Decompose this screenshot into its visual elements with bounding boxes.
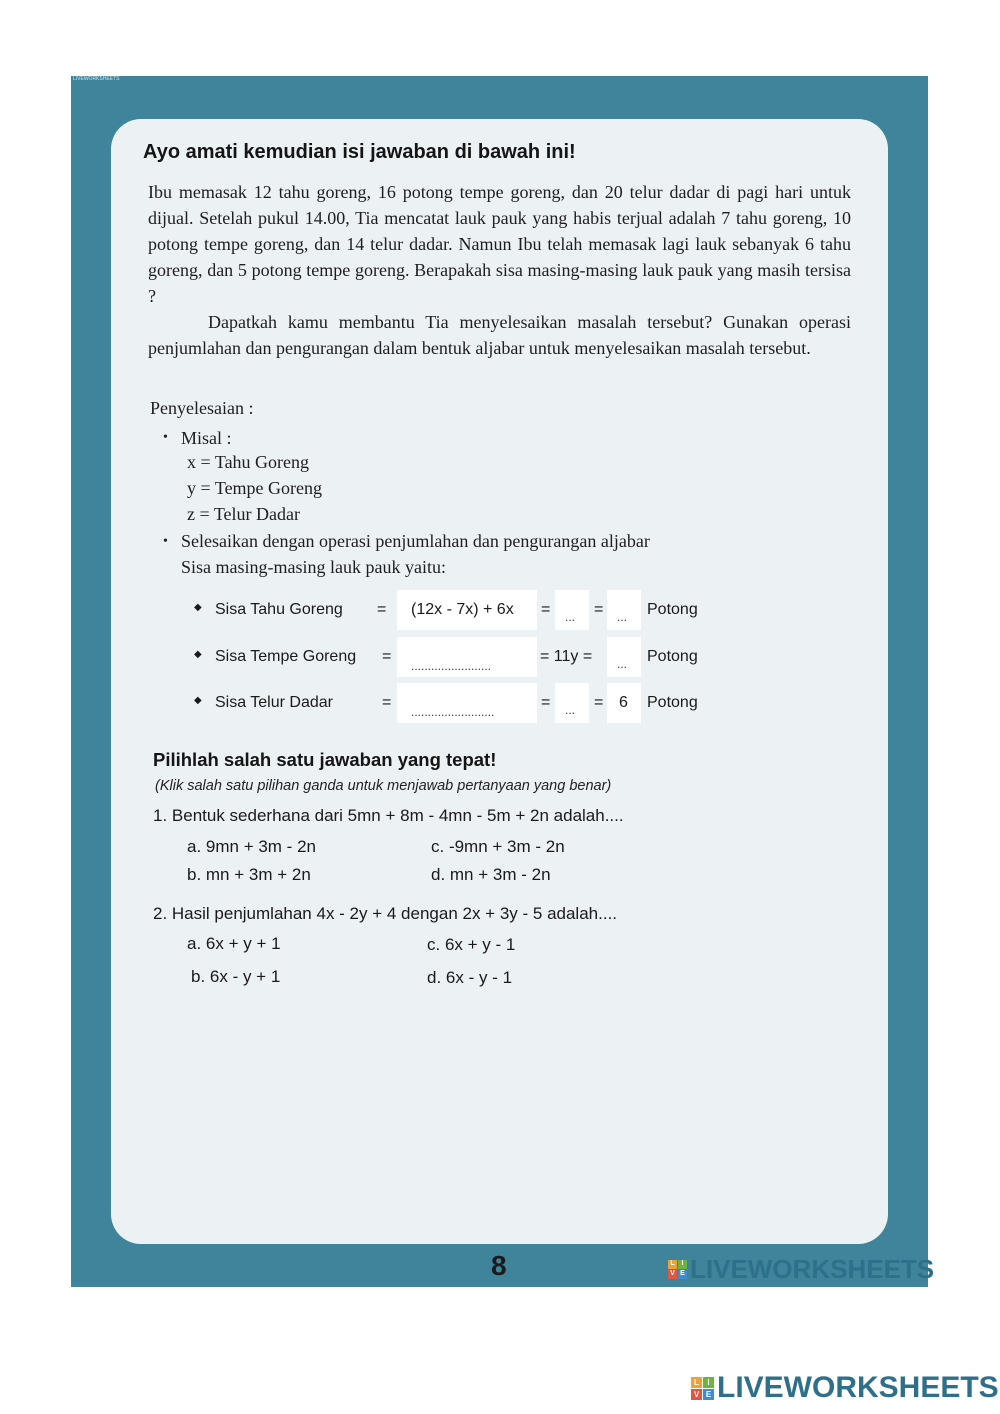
bullet-icon: • xyxy=(163,534,168,549)
answer-input-box[interactable]: ... xyxy=(555,683,589,723)
task-paragraph: Dapatkah kamu membantu Tia menyelesaikan masalah tersebut? Gunakan operasi penjumlahan dan pengurangan dalam bentuk aljabar untuk menyelesaikan masalah tersebut. xyxy=(148,312,851,358)
question-1: 1. Bentuk sederhana dari 5mn + 8m - 4mn - 5m + 2n adalah.... xyxy=(153,806,624,825)
variable-item: z = Telur Dadar xyxy=(187,504,301,524)
equals-sign: = xyxy=(382,694,392,711)
answer-input-box[interactable]: ... xyxy=(607,590,641,630)
variable-item: y = Tempe Goreng xyxy=(187,478,323,498)
diamond-bullet-icon: ◆ xyxy=(194,649,202,660)
q2-option-d[interactable]: d. 6x - y - 1 xyxy=(427,968,513,987)
liveworksheets-icon: L I V E xyxy=(691,1377,714,1400)
answer-input-box[interactable]: ........................ xyxy=(397,637,537,677)
liveworksheets-icon: L I V E xyxy=(668,1260,687,1279)
equation-text: = 11y = xyxy=(540,648,593,665)
equals-sign: = xyxy=(377,601,387,618)
brand-logo-footer: L I V E LIVEWORKSHEETS xyxy=(691,1371,999,1405)
q1-option-d[interactable]: d. mn + 3m - 2n xyxy=(431,865,551,884)
misal-label: Misal : xyxy=(181,428,232,448)
equals-sign: = xyxy=(594,694,604,711)
variable-item: x = Tahu Goreng xyxy=(187,452,310,472)
question-2: 2. Hasil penjumlahan 4x - 2y + 4 dengan 2x + 3y - 5 adalah.... xyxy=(153,904,618,923)
unit-label: Potong xyxy=(647,601,698,618)
brand-logo: L I V E LIVEWORKSHEETS xyxy=(668,1254,934,1285)
diamond-bullet-icon: ◆ xyxy=(194,695,202,706)
unit-label: Potong xyxy=(647,694,698,711)
problem-paragraph: Ibu memasak 12 tahu goreng, 16 potong tempe goreng, dan 20 telur dadar di pagi hari untuk dijual. Setelah pukul 14.00, Tia mencatat lauk pauk yang habis terjual adalah 7 tahu goreng, 10 potong tempe goreng, dan 14 telur dadar. Namun Ibu telah memasak lagi lauk sebanyak 6 tahu goreng, dan 5 potong tempe goreng. Berapakah sisa masing-masing lauk pauk yang masih tersisa ? xyxy=(148,182,851,306)
variable-list xyxy=(187,449,322,527)
q2-option-b[interactable]: b. 6x - y + 1 xyxy=(191,967,281,986)
diamond-bullet-icon: ◆ xyxy=(194,602,202,613)
equals-sign: = xyxy=(541,601,551,618)
row-label: Sisa Telur Dadar xyxy=(215,694,333,711)
instruction-line: Selesaikan dengan operasi penjumlahan dan pengurangan aljabar xyxy=(181,531,650,551)
equals-sign: = xyxy=(541,694,551,711)
answer-input-box[interactable]: ... xyxy=(607,637,641,677)
q1-option-a[interactable]: a. 9mn + 3m - 2n xyxy=(187,837,316,856)
expression-text: (12x - 7x) + 6x xyxy=(411,601,514,618)
instruction-line: Sisa masing-masing lauk pauk yaitu: xyxy=(181,557,446,577)
instructions xyxy=(181,528,650,580)
tiny-brand-logo: LIVEWORKSHEETS xyxy=(73,76,120,82)
answer-box-filled[interactable]: 6 xyxy=(607,683,641,723)
solution-label: Penyelesaian : xyxy=(150,398,254,418)
q2-option-c[interactable]: c. 6x + y - 1 xyxy=(427,935,516,954)
q2-option-a[interactable]: a. 6x + y + 1 xyxy=(187,934,281,953)
page-number: 8 xyxy=(491,1250,507,1281)
mc-title: Pilihlah salah satu jawaban yang tepat! xyxy=(153,749,497,770)
q1-option-b[interactable]: b. mn + 3m + 2n xyxy=(187,865,311,884)
worksheet-frame xyxy=(71,76,935,1287)
mc-hint: (Klik salah satu pilihan ganda untuk menjawab pertanyaan yang benar) xyxy=(155,778,612,794)
row-label: Sisa Tempe Goreng xyxy=(215,648,357,665)
answer-input-box[interactable]: ......................... xyxy=(397,683,537,723)
page-title: Ayo amati kemudian isi jawaban di bawah ini! xyxy=(143,141,576,163)
expression-box xyxy=(397,590,537,630)
equals-sign: = xyxy=(594,601,604,618)
unit-label: Potong xyxy=(647,648,698,665)
row-label: Sisa Tahu Goreng xyxy=(215,601,343,618)
bullet-icon: • xyxy=(163,430,168,445)
worksheet-card xyxy=(111,119,888,1244)
equals-sign: = xyxy=(382,648,392,665)
q1-option-c[interactable]: c. -9mn + 3m - 2n xyxy=(431,837,565,856)
answer-input-box[interactable]: ... xyxy=(555,590,589,630)
